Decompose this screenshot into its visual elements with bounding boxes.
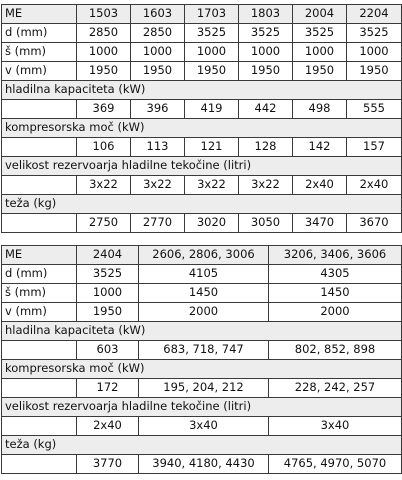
section-value: 683, 718, 747 <box>139 341 269 360</box>
dimension-value: 3525 <box>77 265 139 284</box>
section-title: kompresorska moč (kW) <box>2 360 402 379</box>
section-value: 157 <box>347 138 402 157</box>
dimension-value: 3525 <box>293 24 347 43</box>
section-value: 3x22 <box>239 176 293 195</box>
section-values-row <box>2 341 402 360</box>
header-row <box>2 246 402 265</box>
dimension-label: š (mm) <box>2 284 77 303</box>
dimension-value: 1000 <box>185 43 239 62</box>
section-title-row <box>2 398 402 417</box>
section-values-row <box>2 138 402 157</box>
section-values-row <box>2 417 402 436</box>
spec-table-1-body <box>2 5 402 233</box>
section-value: 396 <box>131 100 185 119</box>
dimension-value: 2000 <box>139 303 269 322</box>
dimension-value: 4105 <box>139 265 269 284</box>
section-value: 172 <box>77 379 139 398</box>
section-value: 419 <box>185 100 239 119</box>
section-value: 603 <box>77 341 139 360</box>
dimension-label: v (mm) <box>2 303 77 322</box>
dimension-label: v (mm) <box>2 62 77 81</box>
section-values-row <box>2 100 402 119</box>
header-row <box>2 5 402 24</box>
spec-table-2-body <box>2 246 402 474</box>
dimension-value: 3525 <box>347 24 402 43</box>
section-value: 195, 204, 212 <box>139 379 269 398</box>
section-value: 3x22 <box>77 176 131 195</box>
dimension-value: 4305 <box>269 265 402 284</box>
section-title: velikost rezervoarja hladilne tekočine (litri) <box>2 157 402 176</box>
section-title-row <box>2 195 402 214</box>
section-value: 113 <box>131 138 185 157</box>
dimension-row <box>2 284 402 303</box>
dimension-value: 1950 <box>185 62 239 81</box>
empty-cell <box>2 138 77 157</box>
section-value: 142 <box>293 138 347 157</box>
section-values-row <box>2 214 402 233</box>
section-title: velikost rezervoarja hladilne tekočine (litri) <box>2 398 402 417</box>
section-value: 106 <box>77 138 131 157</box>
dimension-value: 2850 <box>131 24 185 43</box>
section-value: 498 <box>293 100 347 119</box>
section-title: kompresorska moč (kW) <box>2 119 402 138</box>
model-header: 1503 <box>77 5 131 24</box>
dimension-value: 1950 <box>77 303 139 322</box>
section-value: 3x40 <box>269 417 402 436</box>
section-value: 3670 <box>347 214 402 233</box>
section-title: teža (kg) <box>2 195 402 214</box>
section-value: 802, 852, 898 <box>269 341 402 360</box>
dimension-value: 1000 <box>347 43 402 62</box>
dimension-value: 1450 <box>269 284 402 303</box>
section-value: 369 <box>77 100 131 119</box>
dimension-label: š (mm) <box>2 43 77 62</box>
dimension-row <box>2 24 402 43</box>
dimension-value: 2000 <box>269 303 402 322</box>
section-value: 2x40 <box>293 176 347 195</box>
section-title-row <box>2 436 402 455</box>
dimension-value: 1000 <box>239 43 293 62</box>
section-title-row <box>2 157 402 176</box>
dimension-value: 1000 <box>131 43 185 62</box>
empty-cell <box>2 214 77 233</box>
section-title-row <box>2 119 402 138</box>
dimension-value: 1950 <box>77 62 131 81</box>
model-label: ME <box>2 5 77 24</box>
section-value: 442 <box>239 100 293 119</box>
section-title-row <box>2 322 402 341</box>
section-value: 555 <box>347 100 402 119</box>
dimension-row <box>2 303 402 322</box>
section-value: 4765, 4970, 5070 <box>269 455 402 474</box>
dimension-label: d (mm) <box>2 265 77 284</box>
section-values-row <box>2 379 402 398</box>
section-value: 3x22 <box>131 176 185 195</box>
model-header: 2204 <box>347 5 402 24</box>
spec-table-1 <box>1 4 402 233</box>
dimension-value: 2850 <box>77 24 131 43</box>
spec-table-2 <box>1 245 402 474</box>
dimension-row <box>2 265 402 284</box>
section-value: 3940, 4180, 4430 <box>139 455 269 474</box>
section-value: 3x22 <box>185 176 239 195</box>
dimension-label: d (mm) <box>2 24 77 43</box>
empty-cell <box>2 100 77 119</box>
dimension-value: 1000 <box>77 284 139 303</box>
dimension-value: 1950 <box>347 62 402 81</box>
empty-cell <box>2 455 77 474</box>
dimension-value: 1000 <box>77 43 131 62</box>
model-header: 1803 <box>239 5 293 24</box>
model-header: 1603 <box>131 5 185 24</box>
dimension-value: 1950 <box>293 62 347 81</box>
section-value: 3x40 <box>139 417 269 436</box>
section-values-row <box>2 176 402 195</box>
section-value: 3050 <box>239 214 293 233</box>
model-label: ME <box>2 246 77 265</box>
model-header: 1703 <box>185 5 239 24</box>
section-value: 128 <box>239 138 293 157</box>
section-value: 2770 <box>131 214 185 233</box>
section-value: 3020 <box>185 214 239 233</box>
section-title: teža (kg) <box>2 436 402 455</box>
section-title-row <box>2 81 402 100</box>
dimension-value: 1950 <box>239 62 293 81</box>
model-header: 2606, 2806, 3006 <box>139 246 269 265</box>
empty-cell <box>2 176 77 195</box>
model-header: 2004 <box>293 5 347 24</box>
section-value: 3770 <box>77 455 139 474</box>
empty-cell <box>2 379 77 398</box>
dimension-row <box>2 43 402 62</box>
dimension-value: 3525 <box>239 24 293 43</box>
dimension-row <box>2 62 402 81</box>
dimension-value: 1000 <box>293 43 347 62</box>
section-value: 121 <box>185 138 239 157</box>
dimension-value: 1950 <box>131 62 185 81</box>
section-value: 3470 <box>293 214 347 233</box>
dimension-value: 3525 <box>185 24 239 43</box>
section-value: 228, 242, 257 <box>269 379 402 398</box>
empty-cell <box>2 341 77 360</box>
section-value: 2x40 <box>77 417 139 436</box>
section-title: hladilna kapaciteta (kW) <box>2 322 402 341</box>
section-title-row <box>2 360 402 379</box>
section-values-row <box>2 455 402 474</box>
model-header: 2404 <box>77 246 139 265</box>
dimension-value: 1450 <box>139 284 269 303</box>
empty-cell <box>2 417 77 436</box>
model-header: 3206, 3406, 3606 <box>269 246 402 265</box>
section-value: 2750 <box>77 214 131 233</box>
section-title: hladilna kapaciteta (kW) <box>2 81 402 100</box>
section-value: 2x40 <box>347 176 402 195</box>
